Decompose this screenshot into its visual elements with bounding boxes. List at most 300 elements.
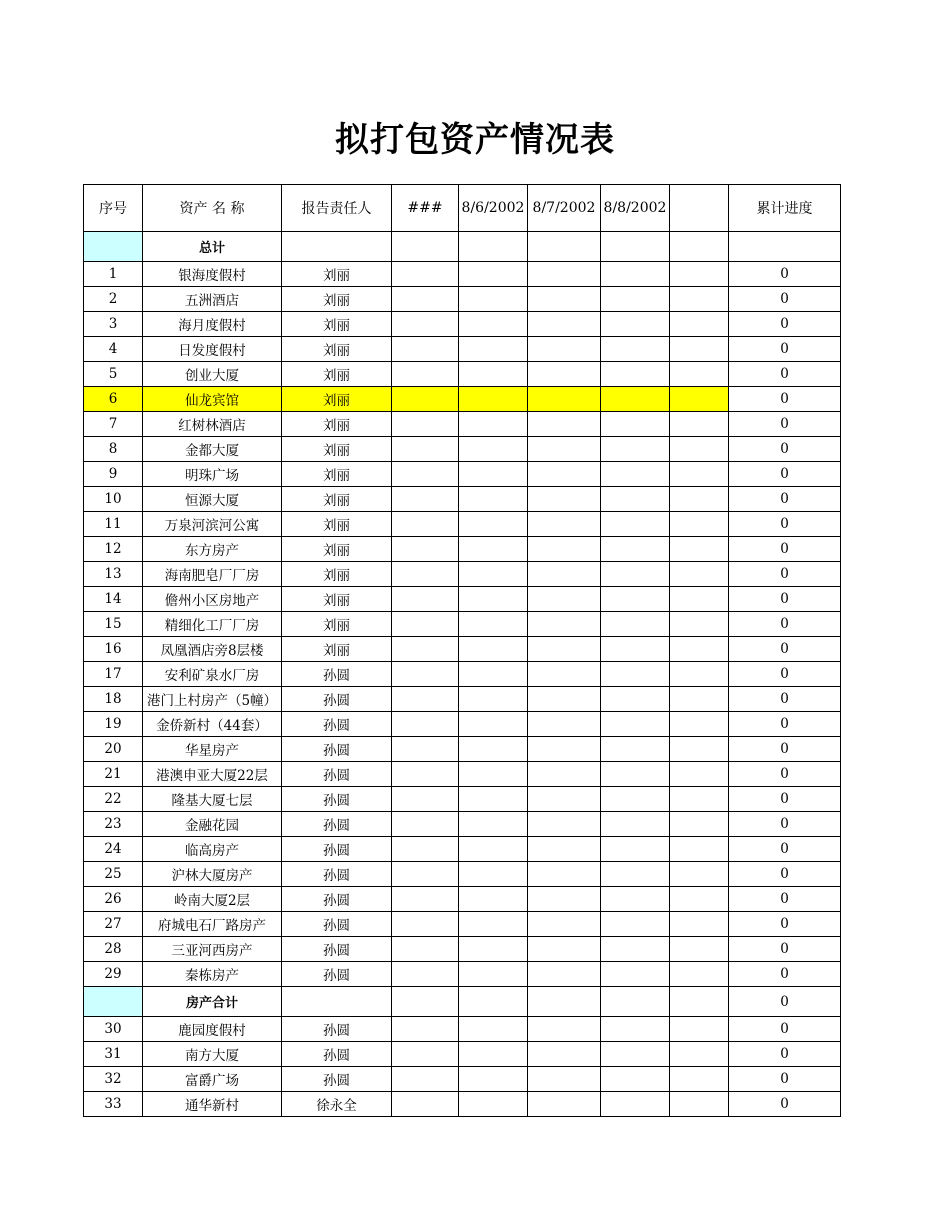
date-cell[interactable] [601, 1042, 670, 1067]
person-cell[interactable]: 孙圆 [282, 687, 392, 712]
date-cell[interactable] [601, 687, 670, 712]
serial-cell[interactable]: 4 [84, 337, 143, 362]
progress-cell[interactable]: 0 [729, 1042, 841, 1067]
asset-name-cell[interactable]: 金融花园 [143, 812, 282, 837]
date-cell[interactable] [670, 232, 729, 262]
date-cell[interactable] [459, 887, 528, 912]
progress-cell[interactable]: 0 [729, 1067, 841, 1092]
person-cell[interactable]: 孙圆 [282, 812, 392, 837]
date-cell[interactable] [392, 637, 459, 662]
header-cell[interactable]: 累计进度 [729, 185, 841, 232]
date-cell[interactable] [528, 912, 601, 937]
date-cell[interactable] [459, 1017, 528, 1042]
header-cell[interactable]: 报告责任人 [282, 185, 392, 232]
serial-cell[interactable] [84, 232, 143, 262]
date-cell[interactable] [528, 762, 601, 787]
date-cell[interactable] [392, 437, 459, 462]
date-cell[interactable] [601, 362, 670, 387]
progress-cell[interactable]: 0 [729, 737, 841, 762]
date-cell[interactable] [670, 362, 729, 387]
person-cell[interactable]: 刘丽 [282, 537, 392, 562]
date-cell[interactable] [670, 687, 729, 712]
date-cell[interactable] [601, 762, 670, 787]
date-cell[interactable] [670, 562, 729, 587]
date-cell[interactable] [601, 737, 670, 762]
date-cell[interactable] [459, 562, 528, 587]
progress-cell[interactable]: 0 [729, 1092, 841, 1117]
date-cell[interactable] [601, 712, 670, 737]
date-cell[interactable] [601, 862, 670, 887]
date-cell[interactable] [601, 337, 670, 362]
person-cell[interactable] [282, 987, 392, 1017]
date-cell[interactable] [528, 1092, 601, 1117]
person-cell[interactable]: 孙圆 [282, 662, 392, 687]
date-cell[interactable] [528, 312, 601, 337]
asset-name-cell[interactable]: 仙龙宾馆 [143, 387, 282, 412]
date-cell[interactable] [528, 612, 601, 637]
serial-cell[interactable]: 24 [84, 837, 143, 862]
date-cell[interactable] [670, 287, 729, 312]
asset-name-cell[interactable]: 东方房产 [143, 537, 282, 562]
date-cell[interactable] [601, 232, 670, 262]
date-cell[interactable] [528, 687, 601, 712]
header-cell[interactable]: 8/8/2002 [601, 185, 670, 232]
date-cell[interactable] [670, 312, 729, 337]
date-cell[interactable] [392, 312, 459, 337]
date-cell[interactable] [601, 387, 670, 412]
date-cell[interactable] [459, 637, 528, 662]
date-cell[interactable] [670, 887, 729, 912]
progress-cell[interactable]: 0 [729, 987, 841, 1017]
date-cell[interactable] [459, 262, 528, 287]
date-cell[interactable] [392, 562, 459, 587]
date-cell[interactable] [601, 287, 670, 312]
serial-cell[interactable]: 33 [84, 1092, 143, 1117]
date-cell[interactable] [392, 737, 459, 762]
asset-name-cell[interactable]: 五洲酒店 [143, 287, 282, 312]
date-cell[interactable] [392, 862, 459, 887]
header-cell[interactable]: 序号 [84, 185, 143, 232]
date-cell[interactable] [528, 887, 601, 912]
date-cell[interactable] [392, 487, 459, 512]
serial-cell[interactable]: 9 [84, 462, 143, 487]
date-cell[interactable] [670, 337, 729, 362]
serial-cell[interactable]: 2 [84, 287, 143, 312]
date-cell[interactable] [528, 562, 601, 587]
date-cell[interactable] [528, 437, 601, 462]
date-cell[interactable] [601, 462, 670, 487]
serial-cell[interactable]: 26 [84, 887, 143, 912]
date-cell[interactable] [392, 287, 459, 312]
person-cell[interactable]: 孙圆 [282, 837, 392, 862]
date-cell[interactable] [459, 337, 528, 362]
date-cell[interactable] [459, 912, 528, 937]
date-cell[interactable] [670, 412, 729, 437]
progress-cell[interactable]: 0 [729, 287, 841, 312]
serial-cell[interactable]: 8 [84, 437, 143, 462]
date-cell[interactable] [392, 462, 459, 487]
date-cell[interactable] [528, 862, 601, 887]
asset-name-cell[interactable]: 隆基大厦七层 [143, 787, 282, 812]
progress-cell[interactable]: 0 [729, 487, 841, 512]
progress-cell[interactable]: 0 [729, 887, 841, 912]
person-cell[interactable]: 刘丽 [282, 612, 392, 637]
person-cell[interactable]: 刘丽 [282, 312, 392, 337]
date-cell[interactable] [459, 1042, 528, 1067]
date-cell[interactable] [670, 637, 729, 662]
date-cell[interactable] [601, 1017, 670, 1042]
header-cell[interactable]: 资产 名 称 [143, 185, 282, 232]
date-cell[interactable] [601, 612, 670, 637]
progress-cell[interactable]: 0 [729, 812, 841, 837]
asset-name-cell[interactable]: 鹿园度假村 [143, 1017, 282, 1042]
date-cell[interactable] [459, 687, 528, 712]
date-cell[interactable] [392, 412, 459, 437]
serial-cell[interactable]: 3 [84, 312, 143, 337]
date-cell[interactable] [528, 1017, 601, 1042]
progress-cell[interactable]: 0 [729, 787, 841, 812]
date-cell[interactable] [670, 962, 729, 987]
date-cell[interactable] [459, 612, 528, 637]
date-cell[interactable] [459, 1092, 528, 1117]
asset-name-cell[interactable]: 富爵广场 [143, 1067, 282, 1092]
progress-cell[interactable]: 0 [729, 437, 841, 462]
date-cell[interactable] [528, 387, 601, 412]
date-cell[interactable] [601, 412, 670, 437]
serial-cell[interactable]: 12 [84, 537, 143, 562]
asset-name-cell[interactable]: 沪林大厦房产 [143, 862, 282, 887]
date-cell[interactable] [459, 462, 528, 487]
date-cell[interactable] [670, 787, 729, 812]
date-cell[interactable] [601, 837, 670, 862]
header-cell[interactable]: ### [392, 185, 459, 232]
date-cell[interactable] [392, 937, 459, 962]
asset-name-cell[interactable]: 金侨新村（44套） [143, 712, 282, 737]
date-cell[interactable] [670, 737, 729, 762]
progress-cell[interactable]: 0 [729, 412, 841, 437]
person-cell[interactable]: 刘丽 [282, 387, 392, 412]
asset-name-cell[interactable]: 万泉河滨河公寓 [143, 512, 282, 537]
person-cell[interactable]: 孙圆 [282, 1067, 392, 1092]
date-cell[interactable] [601, 937, 670, 962]
date-cell[interactable] [528, 737, 601, 762]
serial-cell[interactable]: 25 [84, 862, 143, 887]
date-cell[interactable] [670, 812, 729, 837]
asset-name-cell[interactable]: 通华新村 [143, 1092, 282, 1117]
serial-cell[interactable]: 16 [84, 637, 143, 662]
date-cell[interactable] [459, 812, 528, 837]
progress-cell[interactable]: 0 [729, 962, 841, 987]
progress-cell[interactable]: 0 [729, 587, 841, 612]
date-cell[interactable] [528, 1042, 601, 1067]
person-cell[interactable]: 刘丽 [282, 637, 392, 662]
date-cell[interactable] [392, 262, 459, 287]
date-cell[interactable] [392, 962, 459, 987]
date-cell[interactable] [528, 837, 601, 862]
serial-cell[interactable]: 7 [84, 412, 143, 437]
serial-cell[interactable]: 23 [84, 812, 143, 837]
date-cell[interactable] [528, 412, 601, 437]
person-cell[interactable]: 刘丽 [282, 287, 392, 312]
date-cell[interactable] [670, 587, 729, 612]
serial-cell[interactable]: 15 [84, 612, 143, 637]
date-cell[interactable] [459, 962, 528, 987]
date-cell[interactable] [392, 612, 459, 637]
person-cell[interactable]: 孙圆 [282, 962, 392, 987]
subtotal-label-cell[interactable]: 总计 [143, 232, 282, 262]
serial-cell[interactable]: 28 [84, 937, 143, 962]
date-cell[interactable] [670, 912, 729, 937]
date-cell[interactable] [601, 787, 670, 812]
date-cell[interactable] [392, 912, 459, 937]
date-cell[interactable] [528, 812, 601, 837]
date-cell[interactable] [392, 662, 459, 687]
date-cell[interactable] [670, 462, 729, 487]
progress-cell[interactable]: 0 [729, 862, 841, 887]
serial-cell[interactable]: 21 [84, 762, 143, 787]
asset-name-cell[interactable]: 创业大厦 [143, 362, 282, 387]
asset-name-cell[interactable]: 港澳申亚大厦22层 [143, 762, 282, 787]
person-cell[interactable]: 刘丽 [282, 562, 392, 587]
serial-cell[interactable]: 19 [84, 712, 143, 737]
date-cell[interactable] [459, 437, 528, 462]
header-cell[interactable]: 8/7/2002 [528, 185, 601, 232]
serial-cell[interactable]: 14 [84, 587, 143, 612]
date-cell[interactable] [670, 987, 729, 1017]
serial-cell[interactable]: 20 [84, 737, 143, 762]
date-cell[interactable] [459, 587, 528, 612]
progress-cell[interactable]: 0 [729, 837, 841, 862]
date-cell[interactable] [459, 537, 528, 562]
person-cell[interactable]: 孙圆 [282, 1042, 392, 1067]
asset-name-cell[interactable]: 海月度假村 [143, 312, 282, 337]
serial-cell[interactable]: 29 [84, 962, 143, 987]
date-cell[interactable] [601, 487, 670, 512]
asset-name-cell[interactable]: 安利矿泉水厂房 [143, 662, 282, 687]
date-cell[interactable] [459, 312, 528, 337]
progress-cell[interactable]: 0 [729, 312, 841, 337]
date-cell[interactable] [670, 712, 729, 737]
date-cell[interactable] [392, 687, 459, 712]
progress-cell[interactable]: 0 [729, 337, 841, 362]
date-cell[interactable] [670, 612, 729, 637]
date-cell[interactable] [459, 937, 528, 962]
date-cell[interactable] [392, 387, 459, 412]
asset-name-cell[interactable]: 恒源大厦 [143, 487, 282, 512]
date-cell[interactable] [392, 362, 459, 387]
progress-cell[interactable]: 0 [729, 662, 841, 687]
date-cell[interactable] [392, 787, 459, 812]
date-cell[interactable] [528, 512, 601, 537]
date-cell[interactable] [459, 287, 528, 312]
date-cell[interactable] [392, 512, 459, 537]
date-cell[interactable] [392, 887, 459, 912]
date-cell[interactable] [392, 812, 459, 837]
date-cell[interactable] [670, 512, 729, 537]
date-cell[interactable] [392, 1067, 459, 1092]
person-cell[interactable]: 孙圆 [282, 787, 392, 812]
serial-cell[interactable]: 6 [84, 387, 143, 412]
date-cell[interactable] [601, 562, 670, 587]
serial-cell[interactable]: 22 [84, 787, 143, 812]
progress-cell[interactable]: 0 [729, 912, 841, 937]
date-cell[interactable] [601, 1092, 670, 1117]
serial-cell[interactable]: 5 [84, 362, 143, 387]
person-cell[interactable]: 孙圆 [282, 887, 392, 912]
date-cell[interactable] [459, 837, 528, 862]
date-cell[interactable] [528, 362, 601, 387]
date-cell[interactable] [528, 787, 601, 812]
serial-cell[interactable] [84, 987, 143, 1017]
date-cell[interactable] [601, 962, 670, 987]
date-cell[interactable] [670, 487, 729, 512]
date-cell[interactable] [601, 987, 670, 1017]
progress-cell[interactable]: 0 [729, 262, 841, 287]
subtotal-label-cell[interactable]: 房产合计 [143, 987, 282, 1017]
date-cell[interactable] [528, 712, 601, 737]
asset-name-cell[interactable]: 精细化工厂厂房 [143, 612, 282, 637]
date-cell[interactable] [528, 287, 601, 312]
progress-cell[interactable]: 0 [729, 462, 841, 487]
date-cell[interactable] [459, 762, 528, 787]
progress-cell[interactable]: 0 [729, 537, 841, 562]
date-cell[interactable] [392, 762, 459, 787]
date-cell[interactable] [601, 1067, 670, 1092]
date-cell[interactable] [601, 812, 670, 837]
date-cell[interactable] [392, 232, 459, 262]
asset-name-cell[interactable]: 府城电石厂路房产 [143, 912, 282, 937]
date-cell[interactable] [392, 1017, 459, 1042]
person-cell[interactable]: 刘丽 [282, 437, 392, 462]
date-cell[interactable] [528, 637, 601, 662]
date-cell[interactable] [459, 862, 528, 887]
person-cell[interactable]: 孙圆 [282, 712, 392, 737]
date-cell[interactable] [670, 537, 729, 562]
progress-cell[interactable]: 0 [729, 637, 841, 662]
date-cell[interactable] [392, 537, 459, 562]
date-cell[interactable] [601, 312, 670, 337]
asset-name-cell[interactable]: 日发度假村 [143, 337, 282, 362]
date-cell[interactable] [601, 437, 670, 462]
date-cell[interactable] [459, 1067, 528, 1092]
date-cell[interactable] [459, 737, 528, 762]
serial-cell[interactable]: 27 [84, 912, 143, 937]
date-cell[interactable] [528, 262, 601, 287]
person-cell[interactable]: 孙圆 [282, 762, 392, 787]
asset-name-cell[interactable]: 儋州小区房地产 [143, 587, 282, 612]
date-cell[interactable] [528, 462, 601, 487]
asset-name-cell[interactable]: 岭南大厦2层 [143, 887, 282, 912]
date-cell[interactable] [459, 987, 528, 1017]
asset-name-cell[interactable]: 海南肥皂厂厂房 [143, 562, 282, 587]
progress-cell[interactable]: 0 [729, 562, 841, 587]
progress-cell[interactable]: 0 [729, 762, 841, 787]
progress-cell[interactable] [729, 232, 841, 262]
person-cell[interactable]: 刘丽 [282, 337, 392, 362]
progress-cell[interactable]: 0 [729, 687, 841, 712]
progress-cell[interactable]: 0 [729, 1017, 841, 1042]
date-cell[interactable] [528, 487, 601, 512]
asset-name-cell[interactable]: 华星房产 [143, 737, 282, 762]
date-cell[interactable] [459, 512, 528, 537]
date-cell[interactable] [528, 987, 601, 1017]
date-cell[interactable] [392, 1092, 459, 1117]
person-cell[interactable]: 孙圆 [282, 862, 392, 887]
asset-name-cell[interactable]: 三亚河西房产 [143, 937, 282, 962]
date-cell[interactable] [601, 512, 670, 537]
date-cell[interactable] [528, 587, 601, 612]
person-cell[interactable]: 孙圆 [282, 1017, 392, 1042]
date-cell[interactable] [459, 232, 528, 262]
progress-cell[interactable]: 0 [729, 612, 841, 637]
serial-cell[interactable]: 10 [84, 487, 143, 512]
serial-cell[interactable]: 30 [84, 1017, 143, 1042]
date-cell[interactable] [670, 837, 729, 862]
person-cell[interactable]: 孙圆 [282, 737, 392, 762]
serial-cell[interactable]: 13 [84, 562, 143, 587]
date-cell[interactable] [392, 837, 459, 862]
date-cell[interactable] [392, 1042, 459, 1067]
date-cell[interactable] [670, 937, 729, 962]
date-cell[interactable] [392, 712, 459, 737]
progress-cell[interactable]: 0 [729, 387, 841, 412]
asset-name-cell[interactable]: 秦栋房产 [143, 962, 282, 987]
date-cell[interactable] [392, 587, 459, 612]
date-cell[interactable] [528, 962, 601, 987]
date-cell[interactable] [601, 262, 670, 287]
date-cell[interactable] [601, 912, 670, 937]
person-cell[interactable]: 孙圆 [282, 937, 392, 962]
person-cell[interactable]: 刘丽 [282, 487, 392, 512]
date-cell[interactable] [528, 1067, 601, 1092]
asset-name-cell[interactable]: 南方大厦 [143, 1042, 282, 1067]
serial-cell[interactable]: 1 [84, 262, 143, 287]
date-cell[interactable] [670, 437, 729, 462]
date-cell[interactable] [670, 762, 729, 787]
progress-cell[interactable]: 0 [729, 712, 841, 737]
person-cell[interactable]: 刘丽 [282, 587, 392, 612]
asset-name-cell[interactable]: 凤凰酒店旁8层楼 [143, 637, 282, 662]
date-cell[interactable] [459, 787, 528, 812]
serial-cell[interactable]: 11 [84, 512, 143, 537]
person-cell[interactable]: 刘丽 [282, 262, 392, 287]
serial-cell[interactable]: 17 [84, 662, 143, 687]
date-cell[interactable] [459, 487, 528, 512]
date-cell[interactable] [601, 887, 670, 912]
date-cell[interactable] [392, 987, 459, 1017]
date-cell[interactable] [528, 937, 601, 962]
person-cell[interactable]: 刘丽 [282, 412, 392, 437]
asset-name-cell[interactable]: 金都大厦 [143, 437, 282, 462]
date-cell[interactable] [601, 662, 670, 687]
asset-name-cell[interactable]: 临高房产 [143, 837, 282, 862]
person-cell[interactable]: 刘丽 [282, 362, 392, 387]
person-cell[interactable]: 刘丽 [282, 512, 392, 537]
date-cell[interactable] [459, 387, 528, 412]
date-cell[interactable] [601, 537, 670, 562]
progress-cell[interactable]: 0 [729, 362, 841, 387]
person-cell[interactable]: 孙圆 [282, 912, 392, 937]
date-cell[interactable] [670, 662, 729, 687]
person-cell[interactable]: 徐永全 [282, 1092, 392, 1117]
date-cell[interactable] [459, 662, 528, 687]
date-cell[interactable] [459, 362, 528, 387]
date-cell[interactable] [528, 337, 601, 362]
date-cell[interactable] [670, 1067, 729, 1092]
date-cell[interactable] [670, 1042, 729, 1067]
date-cell[interactable] [392, 337, 459, 362]
serial-cell[interactable]: 31 [84, 1042, 143, 1067]
